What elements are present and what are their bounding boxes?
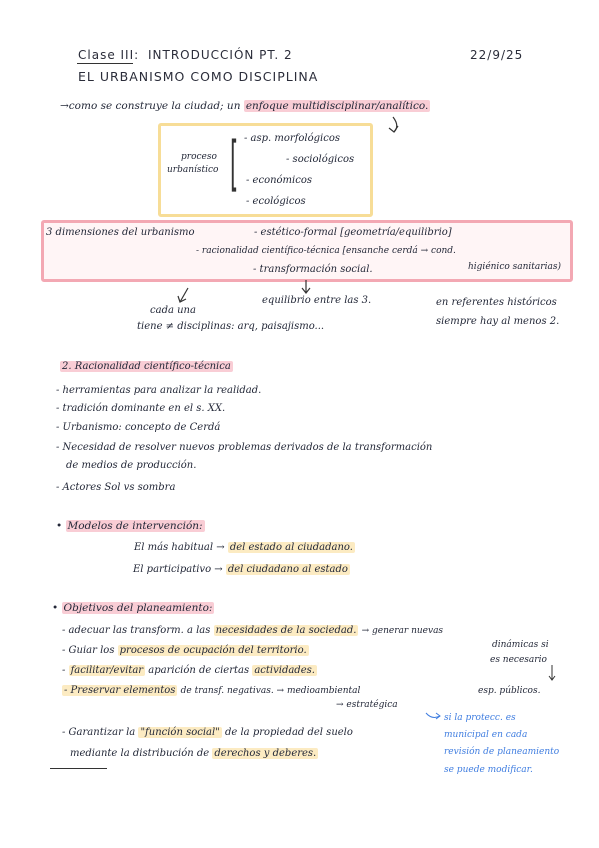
objetivo-1: [62, 626, 443, 636]
objetivo-5-text: - Garantizar la: [62, 727, 136, 738]
proceso-label-2: urbanístico: [167, 165, 219, 175]
modelo-2: [133, 565, 350, 575]
proceso-bracket: [: [230, 129, 239, 199]
racionalidad-item-4: - Necesidad de resolver nuevos problemas derivados de la transformación: [56, 442, 433, 453]
objetivo-1-text: - adecuar las transform. a las: [62, 625, 211, 636]
objetivo-3-highlight-1: facilitar/evitar: [70, 665, 144, 676]
modelo-1: [134, 543, 355, 553]
objetivos-title-wrap: • Objetivos del planeamiento:: [52, 602, 213, 614]
proceso-item-3: - económicos: [246, 175, 312, 186]
objetivo-5-highlight: "función social": [140, 727, 220, 738]
racionalidad-title: 2. Racionalidad científico-técnica: [62, 361, 231, 372]
proceso-label-1: proceso: [181, 152, 217, 162]
modelo-2-highlight: del ciudadano al estado: [227, 564, 348, 575]
intro-highlight: enfoque multidisciplinar/analítico.: [245, 100, 429, 112]
objetivo-4-text: de transf. negativas. → medioambiental: [180, 686, 361, 696]
margin-necesario: es necesario: [490, 655, 547, 665]
racionalidad-item-6: - Actores Sol vs sombra: [56, 482, 176, 493]
page-end-rule: [50, 768, 107, 769]
objetivo-2-text: - Guiar los: [62, 645, 115, 656]
note-historicos-2: siempre hay al menos 2.: [436, 316, 560, 327]
date: 22/9/25: [470, 48, 524, 62]
objetivo-2-highlight: procesos de ocupación del territorio.: [119, 645, 307, 656]
note-equilibrio: equilibrio entre las 3.: [262, 295, 372, 306]
dimension-2: - racionalidad científico-técnica [ensanche cerdá → cond.: [196, 246, 456, 256]
objetivo-5b-highlight: derechos y deberes.: [214, 748, 317, 759]
objetivo-2: [62, 646, 309, 656]
modelos-title: Modelos de intervención:: [67, 520, 203, 532]
note-cada-una-1: cada una: [150, 305, 196, 316]
lesson-topic: INTRODUCCIÓN PT. 2: [148, 48, 293, 62]
dimension-3: - transformación social.: [253, 264, 373, 275]
dimension-1: - estético-formal [geometría/equilibrio]: [254, 227, 452, 238]
racionalidad-item-2: - tradición dominante en el s. XX.: [56, 403, 226, 414]
note-historicos-1: en referentes históricos: [436, 297, 557, 308]
proceso-item-4: - ecológicos: [246, 196, 306, 207]
blue-note-3: revisión de planeamiento: [444, 747, 560, 757]
blue-note-4: se puede modificar.: [444, 765, 533, 775]
intro-text: →como se construye la ciudad; un: [60, 100, 241, 112]
objetivos-title: Objetivos del planeamiento:: [63, 602, 213, 614]
objetivo-3-text: aparición de ciertas: [148, 665, 250, 676]
modelo-2-label: El participativo →: [133, 564, 223, 575]
dimension-2b: higiénico sanitarias): [468, 262, 561, 272]
proceso-item-1: - asp. morfológicos: [244, 133, 340, 144]
objetivo-1-post: → generar nuevas: [361, 626, 444, 636]
racionalidad-item-1: - herramientas para analizar la realidad.: [56, 385, 262, 396]
modelo-1-label: El más habitual →: [134, 542, 225, 553]
racionalidad-item-5: de medios de producción.: [66, 460, 197, 471]
objetivo-5: [62, 728, 353, 738]
racionalidad-item-3: - Urbanismo: concepto de Cerdá: [56, 422, 221, 433]
objetivo-4-b: → estratégica: [336, 700, 398, 710]
objetivo-4-highlight: - Preservar elementos: [64, 685, 176, 696]
dimensiones-title: 3 dimensiones del urbanismo: [46, 227, 195, 238]
proceso-item-2: - sociológicos: [286, 154, 355, 165]
objetivo-4: [62, 686, 360, 696]
objetivo-3-highlight-2: actividades.: [254, 665, 315, 676]
objetivo-5-post: de la propiedad del suelo: [224, 727, 353, 738]
objetivo-3: - facilitar/evitar aparición de ciertas actividades.: [62, 665, 315, 676]
note-cada-una-2: tiene ≠ disciplinas: arq, paisajismo...: [137, 321, 325, 332]
margin-publicos: esp. públicos.: [478, 686, 541, 696]
objetivo-5b: [70, 749, 318, 759]
page-title: EL URBANISMO COMO DISCIPLINA: [78, 69, 319, 84]
margin-dinamicas: dinámicas si: [492, 640, 549, 650]
racionalidad-title-wrap: [60, 362, 233, 372]
blue-note-2: municipal en cada: [444, 730, 528, 740]
blue-note-1: si la protecc. es: [444, 713, 516, 723]
modelo-1-highlight: del estado al ciudadano.: [229, 542, 353, 553]
modelos-title-wrap: • Modelos de intervención:: [56, 520, 203, 532]
objetivo-5b-text: mediante la distribución de: [70, 748, 210, 759]
clase-label: Clase III:: [78, 48, 140, 62]
objetivo-1-highlight: necesidades de la sociedad.: [215, 625, 357, 636]
